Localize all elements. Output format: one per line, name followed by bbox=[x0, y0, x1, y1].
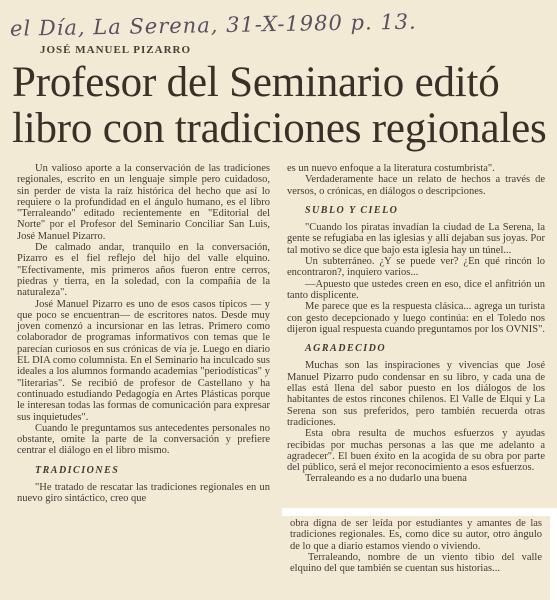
paragraph: Me parece que es la respuesta clásica... agrega un turista con gesto decepcionado y luego continúa: en el Toledo nos dijeron igual respuesta cuando preguntamos por los OVNIS". bbox=[287, 301, 545, 335]
headline: Profesor del Seminario editó libro con tradiciones regionales bbox=[12, 59, 547, 152]
paragraph: obra digna de ser leída por estudiantes y amantes de las tradiciones regionales. Es, como dice su autor, otro ángulo de lo que a diario estamos viendo o viviendo. bbox=[290, 518, 542, 552]
paragraph: Verdaderamente hace un relato de hechos a través de versos, o crónicas, en diálogos o descripciones. bbox=[287, 174, 545, 197]
paragraph: "He tratado de rescatar las tradiciones regionales en un nuevo giro sintáctico, creo que bbox=[17, 482, 270, 505]
byline: JOSÉ MANUEL PIZARRO bbox=[40, 44, 192, 56]
paragraph: Un subterráneo. ¿Y se puede ver? ¿En qué rincón lo encontraron?, inquiero varios... bbox=[287, 256, 545, 279]
paragraph: Esta obra resulta de muchos esfuerzos y ayudas recibidas por muchas personas a las que me adelanto a agradecer". El buen éxito en la acogida de su obra por parte del público, será el mejor reconocimiento a esos esfuerzos. bbox=[287, 428, 545, 474]
paragraph: —Apuesto que ustedes creen en eso, dice el anfitrión un tanto displicente. bbox=[287, 278, 545, 301]
subheading-sublo-y-cielo: SUBLO Y CIELO bbox=[305, 204, 399, 216]
paragraph: "Cuando los piratas invadían la ciudad de La Serena, la gente se refugiaba en las iglesias y allí dejaban sus joyas. Por tal motivo se dice que bajo esta iglesia hay un túnel... bbox=[287, 222, 545, 256]
paragraph: Cuando le preguntamos sus antecedentes personales no obstante, omite la parte de la conversación y prefiere centrar el diálogo en el libro mismo. bbox=[17, 422, 270, 457]
paragraph: José Manuel Pizarro es uno de esos casos típicos — y que poco se encuentran— de escritores natos. Desde muy joven comenzó a incursionar en las letras. Primero como colaborador de programas informativos con temas que le parecían curiosos en sus crónicas de vía je. Luego en diario EL DIA como columnista. En el Seminario ha inculcado sus ideales a los alumnos formando academias "periodísticas" y "literarias". Se recibió de profesor de Castellano y ha continuado estudiando Pedagogía en Artes Plásticas porque le interesan todas las formas de comunicación para expresar sus inquietudes". bbox=[17, 298, 270, 423]
right-column bbox=[287, 163, 545, 485]
subheading-tradiciones: TRADICIONES bbox=[35, 464, 120, 476]
handwritten-source-note: el Día, La Serena, 31-X-1980 p. 13. bbox=[9, 9, 417, 41]
subheading-agradecido: AGRADECIDO bbox=[305, 343, 387, 355]
paragraph: Muchas son las inspiraciones y vivencias que José Manuel Pizarro pudo condensar en su libro, y cada una de ellas está llena del sabor puesto en los diálogos de los habitantes de estos rincones chilenos. El Valle de Elqui y La Serena son sus preferidos, pero también recuerda otras tradiciones. bbox=[287, 360, 545, 428]
paragraph: Terraleando, nombre de un viento tibio del valle elquino del que también se cuentan sus historias... bbox=[290, 551, 542, 575]
paragraph: De calmado andar, tranquilo en la conversación, Pizarro es el fiel reflejo del hijo del valle elquino. "Efectivamente, mis primeros años fueron entre cerros, piedras y tierra, en la soledad, con la compañía de la naturaleza". bbox=[17, 242, 270, 299]
paragraph: Un valioso aporte a la conservación de las tradiciones regionales, escrito en un lenguaje simple pero cuidadoso, sin perder de vista la raíz histórica del hecho que así lo requiere o la profundidad en el ángulo humano, es el libro "Terraleando" editado recientemente en "Editorial del Norte" por el Profesor del Seminario Conciliar San Luis, José Manuel Pizarro. bbox=[17, 163, 270, 242]
paragraph: Terraleando es a no dudarlo una buena bbox=[305, 473, 467, 485]
paragraph: es un nuevo enfoque a la literatura costumbrista". bbox=[287, 163, 495, 174]
tail-column bbox=[290, 518, 542, 574]
left-column bbox=[17, 163, 270, 505]
